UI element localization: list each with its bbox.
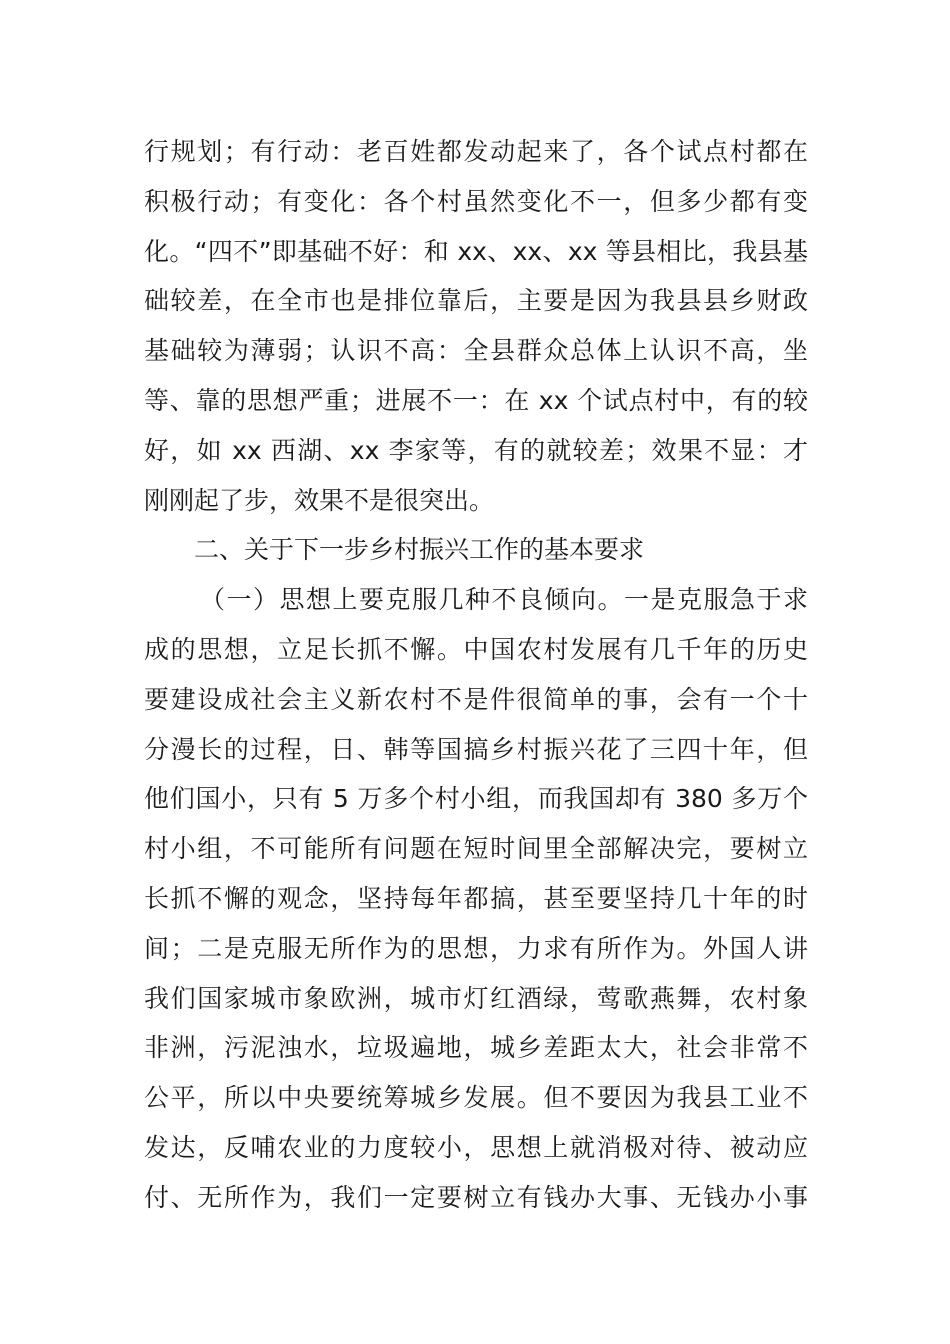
text-line: 间；二是克服无所作为的思想，力求有所作为。外国人讲: [144, 933, 808, 963]
text-line: 他们国小，只有 5 万多个村小组，而我国却有 380 多万个: [144, 784, 808, 814]
text-line: 积极行动；有变化：各个村虽然变化不一，但多少都有变: [144, 186, 808, 216]
text-line: 等、靠的思想严重；进展不一：在 xx 个试点村中，有的较: [144, 385, 808, 415]
text-line: 化。“四不”即基础不好：和 xx、xx、xx 等县相比，我县基: [144, 236, 808, 266]
text-line: 行规划；有行动：老百姓都发动起来了，各个试点村都在: [144, 137, 808, 166]
text-line: 长抓不懈的观念，坚持每年都搞，甚至要坚持几十年的时: [144, 883, 808, 913]
text-line: 分漫长的过程，日、韩等国搞乡村振兴花了三四十年，但: [144, 734, 808, 764]
text-line: 非洲，污泥浊水，垃圾遍地，城乡差距太大，社会非常不: [144, 1033, 808, 1063]
text-line: 要建设成社会主义新农村不是件很简单的事，会有一个十: [144, 684, 808, 714]
section-heading: 二、关于下一步乡村振兴工作的基本要求: [194, 535, 645, 565]
text-line: 好，如 xx 西湖、xx 李家等，有的就较差；效果不显：才: [144, 435, 808, 465]
document-body: [144, 127, 808, 1223]
text-line: 我们国家城市象欧洲，城市灯红酒绿，莺歌燕舞，农村象: [144, 983, 808, 1013]
text-line: 村小组，不可能所有问题在短时间里全部解决完，要树立: [144, 834, 808, 864]
text-line-paragraph-start: （一）思想上要克服几种不良倾向。一是克服急于求: [200, 585, 808, 615]
text-line: 发达，反哺农业的力度较小，思想上就消极对待、被动应: [144, 1132, 808, 1162]
text-line-paragraph-end: 刚刚起了步，效果不是很突出。: [144, 485, 495, 515]
text-line: 基础较为薄弱；认识不高：全县群众总体上认识不高，坐: [144, 336, 808, 366]
text-line: 付、无所作为，我们一定要树立有钱办大事、无钱办小事: [144, 1182, 808, 1212]
text-line: 础较差，在全市也是排位靠后，主要是因为我县县乡财政: [144, 286, 808, 316]
text-line: 公平，所以中央要统筹城乡发展。但不要因为我县工业不: [144, 1083, 808, 1113]
text-line: 成的思想，立足长抓不懈。中国农村发展有几千年的历史: [144, 634, 808, 664]
